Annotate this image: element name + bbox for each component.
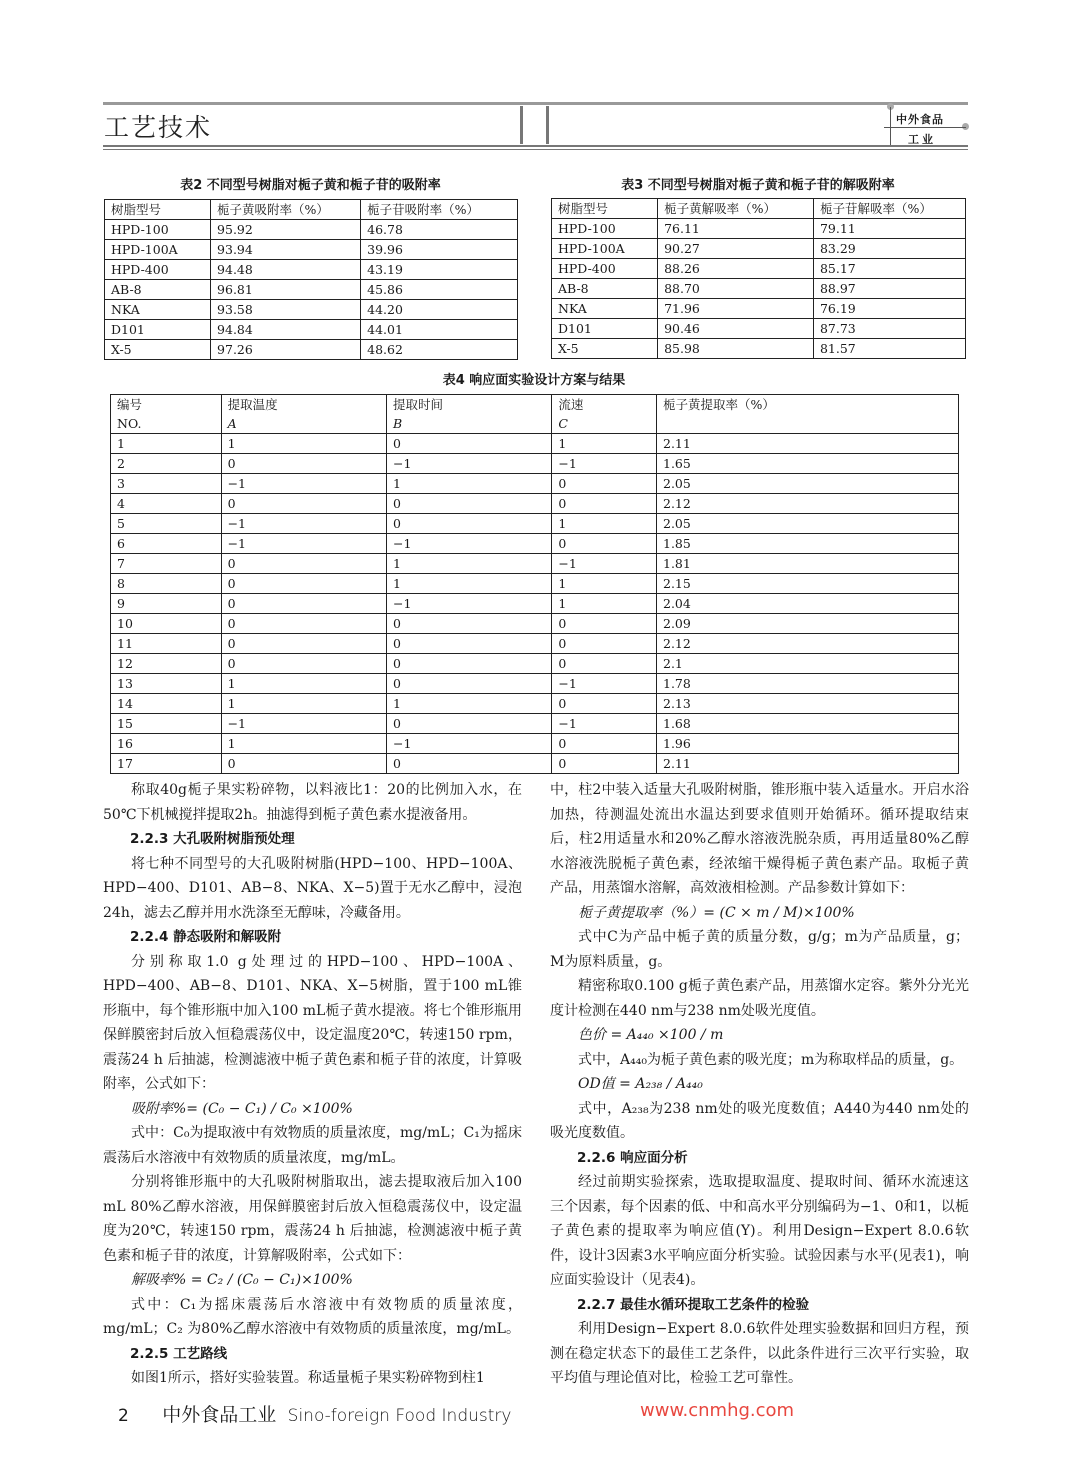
table-row [111, 454, 959, 474]
left-column [103, 778, 522, 1391]
journal-name-en: Sino-foreign Food Industry [287, 1406, 512, 1426]
table-cell: AB-8 [105, 280, 211, 300]
table-cell: 1.85 [657, 534, 959, 554]
table-cell: 87.73 [813, 319, 965, 339]
section-title: 工艺技术 [104, 113, 213, 142]
table-cell: 0 [386, 514, 551, 534]
table-cell: 10 [111, 614, 222, 634]
table-cell: 2.15 [657, 574, 959, 594]
formula: OD值 = A₂₃₈ / A₄₄₀ [578, 1076, 703, 1092]
table-header-row [111, 395, 959, 434]
header-line: B [392, 416, 403, 431]
logo-text: 工业 [908, 133, 936, 146]
table-cell: 4 [111, 494, 222, 514]
table-cell: 45.86 [361, 280, 518, 300]
table-cell: 0 [221, 634, 386, 654]
table-cell: 8 [111, 574, 222, 594]
column-header: 栀子苷吸附率（%） [361, 200, 518, 220]
table-row [111, 494, 959, 514]
table-cell: 2.11 [657, 434, 959, 454]
table-cell: 2 [111, 454, 222, 474]
table-row [105, 300, 518, 320]
paragraph: 中，柱2中装入适量大孔吸附树脂，锥形瓶中装入适量水。开启水浴加热，待测温处流出水温达到要求值则开始循环。循环提取结束后，柱2用适量水和20%乙醇水溶液洗脱杂质，再用适量80%乙醇水溶液洗脱栀子黄色素，经浓缩干燥得栀子黄色素产品。取栀子黄产品，用蒸馏水溶解，高效液相检测。产品参数计算如下： [550, 782, 969, 896]
table2 [104, 199, 518, 360]
paragraph: 称取40g栀子果实粉碎物，以料液比1：20的比例加入水，在50℃下机械搅拌提取2h。抽滤得到栀子黄色素水提液备用。 [103, 782, 522, 823]
table-row [552, 219, 966, 239]
table-row [111, 434, 959, 454]
table-row [111, 534, 959, 554]
table-cell: −1 [221, 534, 386, 554]
table-cell: 1 [386, 554, 551, 574]
table-cell: HPD-100A [552, 239, 658, 259]
table-cell: −1 [386, 734, 551, 754]
table-cell: 90.46 [658, 319, 814, 339]
paragraph: 式中：C₁为摇床震荡后水溶液中有效物质的质量浓度，mg/mL；C₂ 为80%乙醇水溶液中有效物质的质量浓度，mg/mL。 [103, 1296, 522, 1337]
table-cell: 39.96 [361, 240, 518, 260]
table-row [105, 240, 518, 260]
column-header: 栀子苷解吸率（%） [813, 199, 965, 219]
table-row [111, 754, 959, 774]
table-cell: 1 [552, 594, 657, 614]
section-heading: 2.2.4 静态吸附和解吸附 [130, 929, 282, 945]
table-cell: 14 [111, 694, 222, 714]
table-cell: −1 [221, 514, 386, 534]
table-cell: 44.20 [361, 300, 518, 320]
table-cell: 95.92 [211, 220, 361, 240]
table-row [552, 319, 966, 339]
table-cell: 1 [552, 434, 657, 454]
table-cell: 16 [111, 734, 222, 754]
column-header: 树脂型号 [552, 199, 658, 219]
table4 [110, 394, 959, 774]
table-cell: 2.09 [657, 614, 959, 634]
table-row [552, 259, 966, 279]
table-cell: X-5 [105, 340, 211, 360]
paragraph: 式中，A₂₃₈为238 nm处的吸光度数值；A440为440 nm处的吸光度数值。 [550, 1100, 969, 1141]
table-cell: 48.62 [361, 340, 518, 360]
table-cell: HPD-400 [552, 259, 658, 279]
table-cell: 11 [111, 634, 222, 654]
formula: 吸附率%= (C₀ − C₁) / C₀ ×100% [131, 1100, 353, 1117]
column-header [552, 395, 657, 434]
table-cell: 71.96 [658, 299, 814, 319]
table-cell: 2.05 [657, 514, 959, 534]
column-header [386, 395, 551, 434]
table-cell: −1 [552, 714, 657, 734]
table-cell: 2.13 [657, 694, 959, 714]
table-row [111, 474, 959, 494]
table-cell: HPD-100A [105, 240, 211, 260]
table-cell: −1 [552, 674, 657, 694]
table-cell: −1 [221, 714, 386, 734]
table-cell: 0 [221, 574, 386, 594]
table-cell: 0 [386, 654, 551, 674]
table-cell: 5 [111, 514, 222, 534]
table-cell: NKA [552, 299, 658, 319]
table-cell: 43.19 [361, 260, 518, 280]
watermark: www.cnmhg.com [640, 1400, 795, 1421]
table-cell: 0 [552, 694, 657, 714]
table-cell: 0 [386, 674, 551, 694]
header-line: C [558, 416, 568, 431]
table-cell: AB-8 [552, 279, 658, 299]
header-line: 提取温度 [227, 397, 278, 412]
table-cell: 0 [221, 654, 386, 674]
table-cell: 3 [111, 474, 222, 494]
table-cell: 46.78 [361, 220, 518, 240]
paragraph: 将七种不同型号的大孔吸附树脂(HPD−100、HPD−100A、HPD−400、D101、AB−8、NKA、X−5)置于无水乙醇中，浸泡24h，滤去乙醇并用水洗涤至无醇味，冷藏备用。 [103, 855, 522, 921]
table-cell: 1.65 [657, 454, 959, 474]
table-cell: 1 [386, 694, 551, 714]
table-row [111, 674, 959, 694]
journal-name-cn: 中外食品工业 [162, 1404, 277, 1426]
table-row [111, 734, 959, 754]
table-cell: 93.94 [211, 240, 361, 260]
table-cell: 0 [386, 494, 551, 514]
formula: 栀子黄提取率（%）= (C × m / M)×100% [578, 904, 855, 921]
table-cell: 1.96 [657, 734, 959, 754]
table-row [111, 514, 959, 534]
table-cell: 2.12 [657, 494, 959, 514]
table-cell: 85.17 [813, 259, 965, 279]
table-cell: 0 [386, 614, 551, 634]
paragraph: 分别称取1.0 g处理过的HPD−100、HPD−100A、HPD−400、AB−8、D101、NKA、X−5树脂，置于100 mL锥形瓶中，每个锥形瓶中加入100 mL栀子黄水提液。将七个锥形瓶用保鲜膜密封后放入恒稳震荡仪中，设定温度20℃，转速150 rpm，震荡24 h 后抽滤，检测滤液中栀子黄色素和栀子苷的浓度，计算吸附率，公式如下： [103, 953, 522, 1092]
table-row [552, 239, 966, 259]
paragraph: 利用Design−Expert 8.0.6软件处理实验数据和回归方程，预测在稳定状态下的最佳工艺条件，以此条件进行三次平行实验，取平均值与理论值对比，检验工艺可靠性。 [550, 1321, 969, 1386]
table-cell: −1 [386, 534, 551, 554]
table-cell: 94.84 [211, 320, 361, 340]
table-cell: NKA [105, 300, 211, 320]
table-row [105, 340, 518, 360]
table-cell: 6 [111, 534, 222, 554]
table-cell: 81.57 [813, 339, 965, 359]
table-cell: 0 [552, 734, 657, 754]
section-heading: 2.2.7 最佳水循环提取工艺条件的检验 [577, 1296, 810, 1313]
table-row [111, 694, 959, 714]
table-row [105, 220, 518, 240]
column-header: 树脂型号 [105, 200, 211, 220]
header-line: 提取时间 [392, 397, 443, 412]
table-cell: 12 [111, 654, 222, 674]
header-line: NO. [117, 416, 142, 431]
table-cell: HPD-100 [552, 219, 658, 239]
table-cell: 76.19 [813, 299, 965, 319]
table-cell: 1 [221, 734, 386, 754]
paragraph: 式中，A₄₄₀为栀子黄色素的吸光度；m为称取样品的质量，g。 [578, 1051, 964, 1068]
header-line: 编号 [117, 397, 143, 412]
table-row [111, 554, 959, 574]
table-cell: 1.68 [657, 714, 959, 734]
table-row [552, 299, 966, 319]
section-heading: 2.2.3 大孔吸附树脂预处理 [130, 831, 295, 847]
table3-caption: 表3 不同型号树脂对栀子黄和栀子苷的解吸附率 [621, 178, 895, 193]
table-cell: 1 [552, 574, 657, 594]
table-cell: 88.26 [658, 259, 814, 279]
table-cell: 93.58 [211, 300, 361, 320]
table-cell: 9 [111, 594, 222, 614]
table-cell: 15 [111, 714, 222, 734]
paragraph: 分别将锥形瓶中的大孔吸附树脂取出，滤去提取液后加入100 mL 80%乙醇水溶液，用保鲜膜密封后放入恒稳震荡仪中，设定温度为20℃，转速150 rpm，震荡24 h 后抽滤，检测滤液中栀子黄色素和栀子苷的浓度，计算解吸附率，公式如下： [103, 1174, 522, 1264]
column-header: 栀子黄解吸率（%） [658, 199, 814, 219]
table-cell: 17 [111, 754, 222, 774]
table-cell: 2.04 [657, 594, 959, 614]
table4-caption: 表4 响应面实验设计方案与结果 [442, 373, 626, 388]
table-cell: 1 [221, 434, 386, 454]
table-cell: 1 [386, 474, 551, 494]
table-cell: 90.27 [658, 239, 814, 259]
section-heading: 2.2.6 响应面分析 [577, 1149, 688, 1166]
table-cell: 0 [221, 454, 386, 474]
table-cell: 7 [111, 554, 222, 574]
table2-caption: 表2 不同型号树脂对栀子黄和栀子苷的吸附率 [180, 178, 441, 193]
table-cell: HPD-400 [105, 260, 211, 280]
section-heading: 2.2.5 工艺路线 [130, 1345, 228, 1362]
table-cell: 0 [221, 754, 386, 774]
table-row [111, 714, 959, 734]
table-row [552, 339, 966, 359]
table3 [551, 198, 966, 359]
table-cell: 0 [386, 634, 551, 654]
column-header: 栀子黄吸附率（%） [211, 200, 361, 220]
table-row [111, 574, 959, 594]
formula: 色价 = A₄₄₀ ×100 / m [578, 1027, 724, 1043]
table-cell: 76.11 [658, 219, 814, 239]
table-cell: 97.26 [211, 340, 361, 360]
table-cell: −1 [221, 474, 386, 494]
table-cell: 0 [552, 494, 657, 514]
table-row [105, 280, 518, 300]
table-cell: 1 [552, 514, 657, 534]
table-cell: −1 [386, 454, 551, 474]
table-cell: 1.81 [657, 554, 959, 574]
table-cell: 0 [221, 614, 386, 634]
table-cell: 0 [552, 474, 657, 494]
table-cell: −1 [552, 454, 657, 474]
table-cell: X-5 [552, 339, 658, 359]
table-cell: 0 [552, 614, 657, 634]
table-row [105, 320, 518, 340]
table-cell: −1 [386, 594, 551, 614]
table-cell: 0 [552, 634, 657, 654]
right-column [550, 778, 969, 1391]
table-cell: 0 [386, 754, 551, 774]
table-cell: 83.29 [813, 239, 965, 259]
table-cell: D101 [105, 320, 211, 340]
table-row [111, 634, 959, 654]
journal-logo [878, 103, 970, 147]
paragraph: 式中C为产品中栀子黄的质量分数，g/g；m为产品质量，g；M为原料质量，g。 [550, 929, 969, 970]
table-cell: 44.01 [361, 320, 518, 340]
table-cell: 0 [552, 654, 657, 674]
table-cell: 13 [111, 674, 222, 694]
table-cell: 0 [221, 554, 386, 574]
table-cell: 1 [221, 674, 386, 694]
table-row [111, 614, 959, 634]
table-cell: 79.11 [813, 219, 965, 239]
table-cell: 0 [552, 754, 657, 774]
header-divider [520, 106, 523, 144]
table-cell: 94.48 [211, 260, 361, 280]
table-cell: 2.05 [657, 474, 959, 494]
table-row [552, 279, 966, 299]
paragraph: 式中：C₀为提取液中有效物质的质量浓度，mg/mL；C₁为摇床震荡后水溶液中有效物质的质量浓度，mg/mL。 [103, 1125, 522, 1166]
paragraph: 如图1所示，搭好实验装置。称适量栀子果实粉碎物到柱1 [131, 1370, 485, 1386]
page-number: 2 [118, 1406, 129, 1426]
table-cell: 85.98 [658, 339, 814, 359]
table-cell: 0 [221, 594, 386, 614]
header-line: A [227, 416, 237, 431]
logo-text: 中外食品 [896, 113, 944, 126]
table-cell: D101 [552, 319, 658, 339]
table-cell: 0 [386, 714, 551, 734]
table-cell: 2.1 [657, 654, 959, 674]
paragraph: 精密称取0.100 g栀子黄色素产品，用蒸馏水定容。紫外分光光度计检测在440 nm与238 nm处吸光度值。 [550, 978, 969, 1019]
column-header [111, 395, 222, 434]
header-line: 栀子黄提取率（%） [663, 397, 775, 412]
column-header [657, 395, 959, 434]
table-cell: 0 [386, 434, 551, 454]
table-cell: 0 [221, 494, 386, 514]
table-cell: 88.70 [658, 279, 814, 299]
table-row [111, 654, 959, 674]
table-header-row [105, 200, 518, 220]
formula: 解吸率% = C₂ / (C₀ − C₁)×100% [131, 1272, 353, 1288]
table-cell: −1 [552, 554, 657, 574]
table-row [105, 260, 518, 280]
header-divider [546, 106, 549, 144]
table-cell: 0 [552, 534, 657, 554]
table-cell: 1 [221, 694, 386, 714]
table-cell: 1 [111, 434, 222, 454]
paragraph: 经过前期实验探索，选取提取温度、提取时间、循环水流速这三个因素，每个因素的低、中和高水平分别编码为−1、0和1，以栀子黄色素的提取率为响应值(Y)。利用Design−Expert 8.0.6软件，设计3因素3水平响应面分析实验。试验因素与水平(见表1)，响应面实验设计（见表4)。 [550, 1174, 969, 1288]
table-cell: 1.78 [657, 674, 959, 694]
page-footer [118, 1400, 511, 1427]
table-cell: 2.12 [657, 634, 959, 654]
header-line: 流速 [558, 397, 584, 412]
table-cell: 88.97 [813, 279, 965, 299]
column-header [221, 395, 386, 434]
table-cell: 96.81 [211, 280, 361, 300]
table-cell: 1 [386, 574, 551, 594]
table-header-row [552, 199, 966, 219]
table-row [111, 594, 959, 614]
table-cell: HPD-100 [105, 220, 211, 240]
table-cell: 2.11 [657, 754, 959, 774]
